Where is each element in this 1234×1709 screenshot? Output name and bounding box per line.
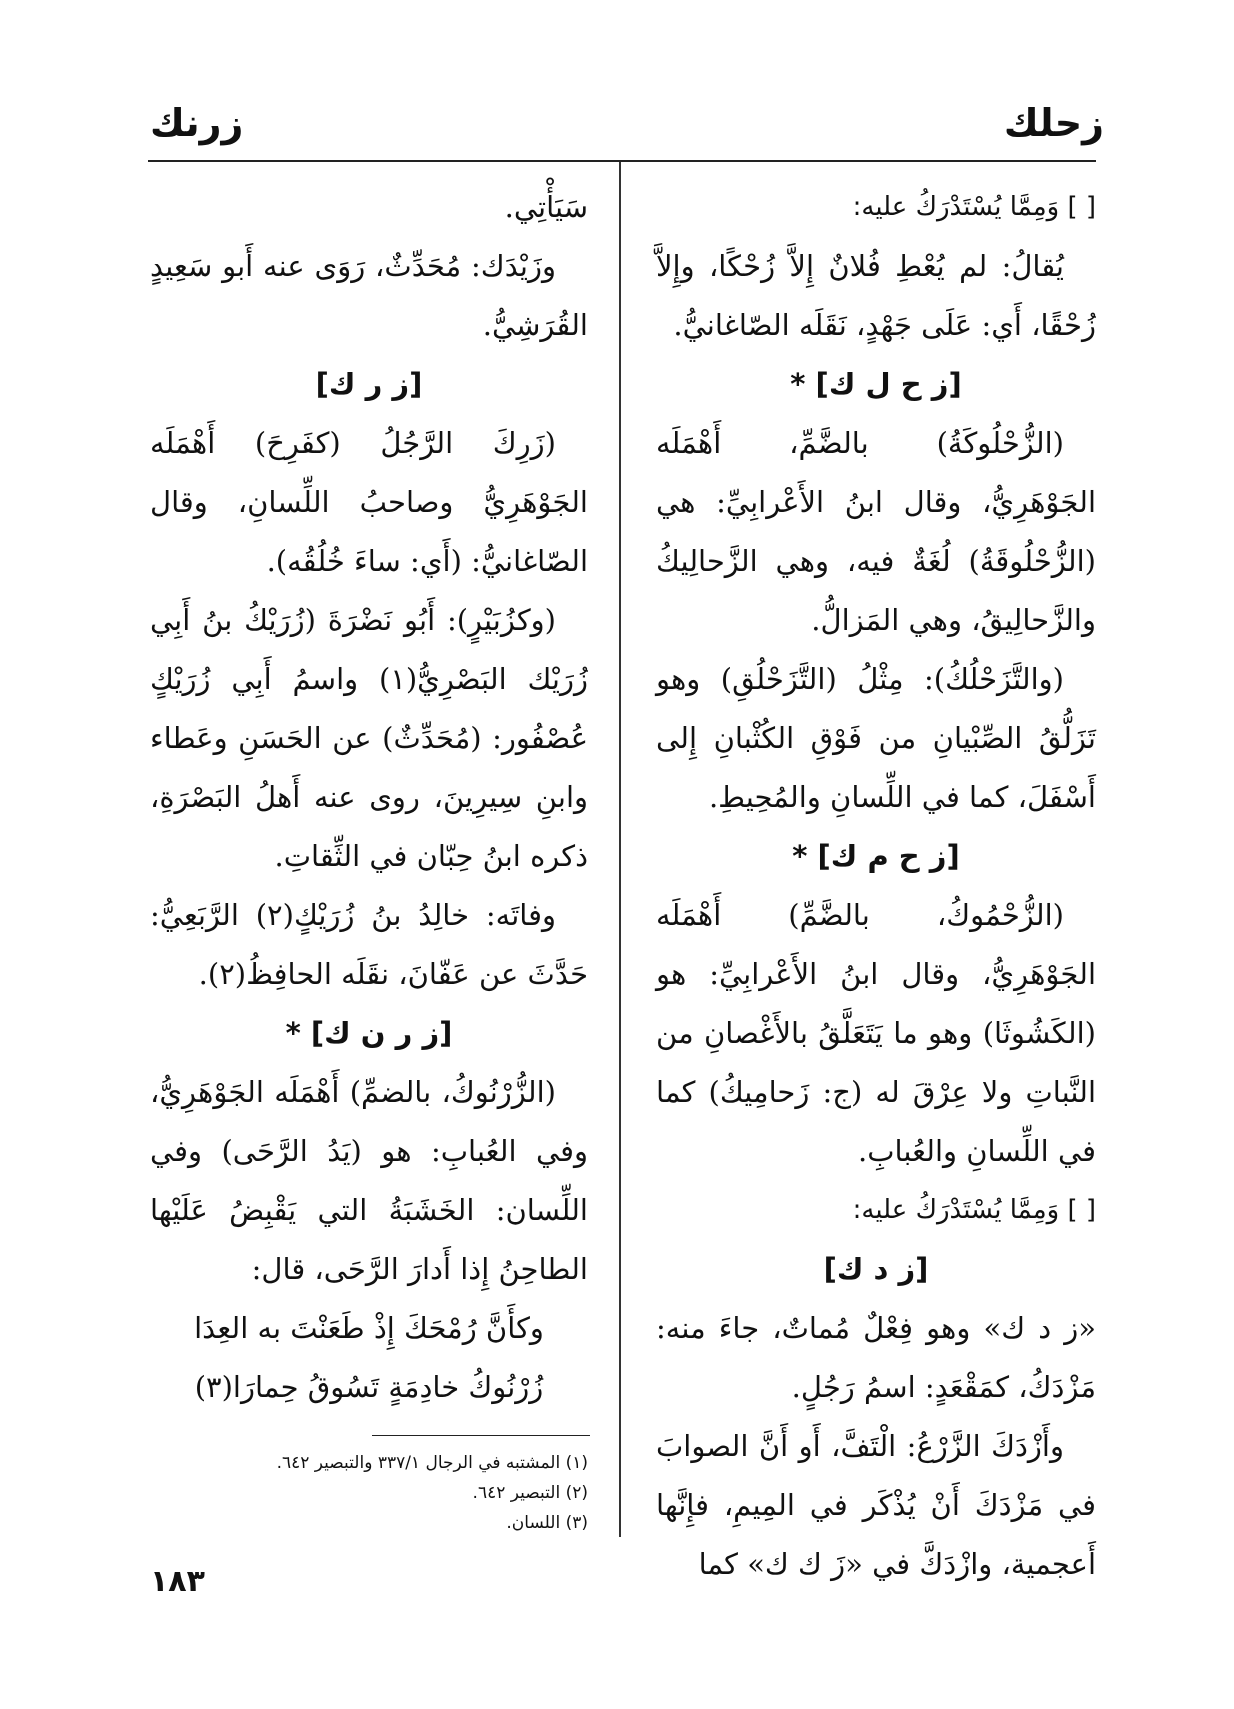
- entry-heading: [ز ر ك]: [315, 367, 423, 401]
- entry-paragraph: يُقالُ: لم يُعْطِ فُلانٌ إِلاَّ زُحْكًا، وإِلاَّ زُحْقًا، أَي: عَلَى جَهْدٍ، نَقَلَه الصّاغانيُّ.: [656, 249, 1096, 342]
- entry-paragraph: (وكزُبَيْرٍ): أَبُو نَضْرَةَ (زُرَيْكُ بنُ أَبِي زُرَيْك البَصْرِيُّ(١) واسمُ أَبِي زُرَيْكٍ عُصْفُور: (مُحَدِّثٌ) عن الحَسَنِ وعَطاء وابنِ سِيرِينَ، روى عنه أَهلُ البَصْرَةِ، ذكره ابنُ حِبّان في الثِّقاتِ.: [150, 603, 589, 873]
- right-column: [656, 178, 1096, 1594]
- entry-paragraph: وزَيْدَك: مُحَدِّثٌ، رَوَى عنه أَبو سَعِيدٍ القُرَشِيُّ.: [150, 249, 588, 342]
- entry-paragraph: وفاتَه: خالِدُ بنُ زُرَيْكٍ(٢) الرَّبَعِيُّ: حَدَّثَ عن عَفّانَ، نقَلَه الحافِظُ(٢).: [150, 898, 588, 991]
- page-number: ١٨٣: [150, 1564, 205, 1599]
- entry-heading: [ز د ك]: [823, 1252, 929, 1286]
- footnote: (٢) التبصير ٦٤٢.: [472, 1483, 588, 1503]
- entry-heading: [ز ر ن ك] *: [285, 1016, 453, 1050]
- running-head-left: زرنك: [150, 101, 244, 145]
- running-head-right: زحلك: [1003, 101, 1104, 145]
- continuation-text: سَيَأْتِي.: [504, 190, 588, 224]
- addendum-note: [ ] وَمِمَّا يُسْتَدْرَكُ عليه:: [852, 192, 1096, 222]
- entry-paragraph: وأَزْدَكَ الزَّرْعُ: الْتَفَّ، أَو أَنَّ الصوابَ في مَزْدَكَ أَنْ يُذْكَر في المِيمِ، فإِنَّها أَعجمية، وازْدَكَّ في «زَ ك ك» كما: [656, 1429, 1096, 1581]
- header-rule: [148, 160, 1096, 162]
- left-column: [150, 178, 588, 1417]
- entry-paragraph: (الزُّحْلُوكَةُ) بالضَّمِّ، أَهْمَلَه الجَوْهَرِيُّ، وقال ابنُ الأَعْرابِيِّ: هي (الزُّحْلُوقَةُ) لُغَةٌ فيه، وهي الزَّحالِيكُ والزَّحالِيقُ، وهي المَزالُّ.: [656, 426, 1096, 637]
- footnotes: [150, 1448, 588, 1538]
- entry-paragraph: (الزُّرْنُوكُ، بالضمِّ) أَهْمَلَه الجَوْهَرِيُّ، وفي العُبابِ: هو (يَدُ الرَّحَى) وفي اللِّسان: الخَشَبَةُ التي يَقْبِضُ عَلَيْها الطاحِنُ إِذا أَدارَ الرَّحَى، قال:: [150, 1075, 588, 1286]
- footnote: (٣) اللسان.: [506, 1513, 588, 1533]
- entry-paragraph: (والتَّزَحْلُكُ): مِثْلُ (التَّزَحْلُقِ) وهو تَزَلُّقُ الصِّبْيانِ من فَوْقِ الكُثْبانِ إِلى أَسْفَلَ، كما في اللِّسانِ والمُحِيطِ.: [656, 662, 1096, 814]
- entry-paragraph: «ز د ك» وهو فِعْلٌ مُماتٌ، جاءَ منه: مَزْدَكُ، كمَقْعَدٍ: اسمُ رَجُلٍ.: [656, 1311, 1096, 1404]
- entry-heading: [ز ح ل ك] *: [790, 367, 962, 401]
- entry-heading: [ز ح م ك] *: [792, 839, 960, 873]
- verse-line: وكأَنَّ رُمْحَكَ إِذْ طَعَنْتَ به العِدَا: [194, 1311, 544, 1345]
- footnote: (١) المشتبه في الرجال ٣٣٧/١ والتبصير ٦٤٢.: [276, 1453, 588, 1473]
- entry-paragraph: (زَرِكَ الرَّجُلُ (كفَرِحَ) أَهْمَلَه الجَوْهَرِيُّ وصاحبُ اللِّسانِ، وقال الصّاغانيُّ: (أَي: ساءَ خُلُقُه).: [150, 426, 588, 578]
- column-divider: [619, 162, 621, 1537]
- entry-paragraph: (الزُّحْمُوكُ، بالضَّمِّ) أَهْمَلَه الجَوْهَرِيُّ، وقال ابنُ الأَعْرابِيِّ: هو (الكَشُوثَا) وهو ما يَتَعَلَّقُ بالأَغْصانِ من النَّباتِ ولا عِرْقَ له (ج: زَحامِيكُ) كما في اللِّسانِ والعُبابِ.: [656, 898, 1096, 1168]
- footnote-rule: [372, 1435, 590, 1436]
- verse-line: زُرْنُوكُ خادِمَةٍ تَسُوقُ حِمارَا(٣): [194, 1370, 544, 1404]
- addendum-note: [ ] وَمِمَّا يُسْتَدْرَكُ عليه:: [852, 1195, 1096, 1225]
